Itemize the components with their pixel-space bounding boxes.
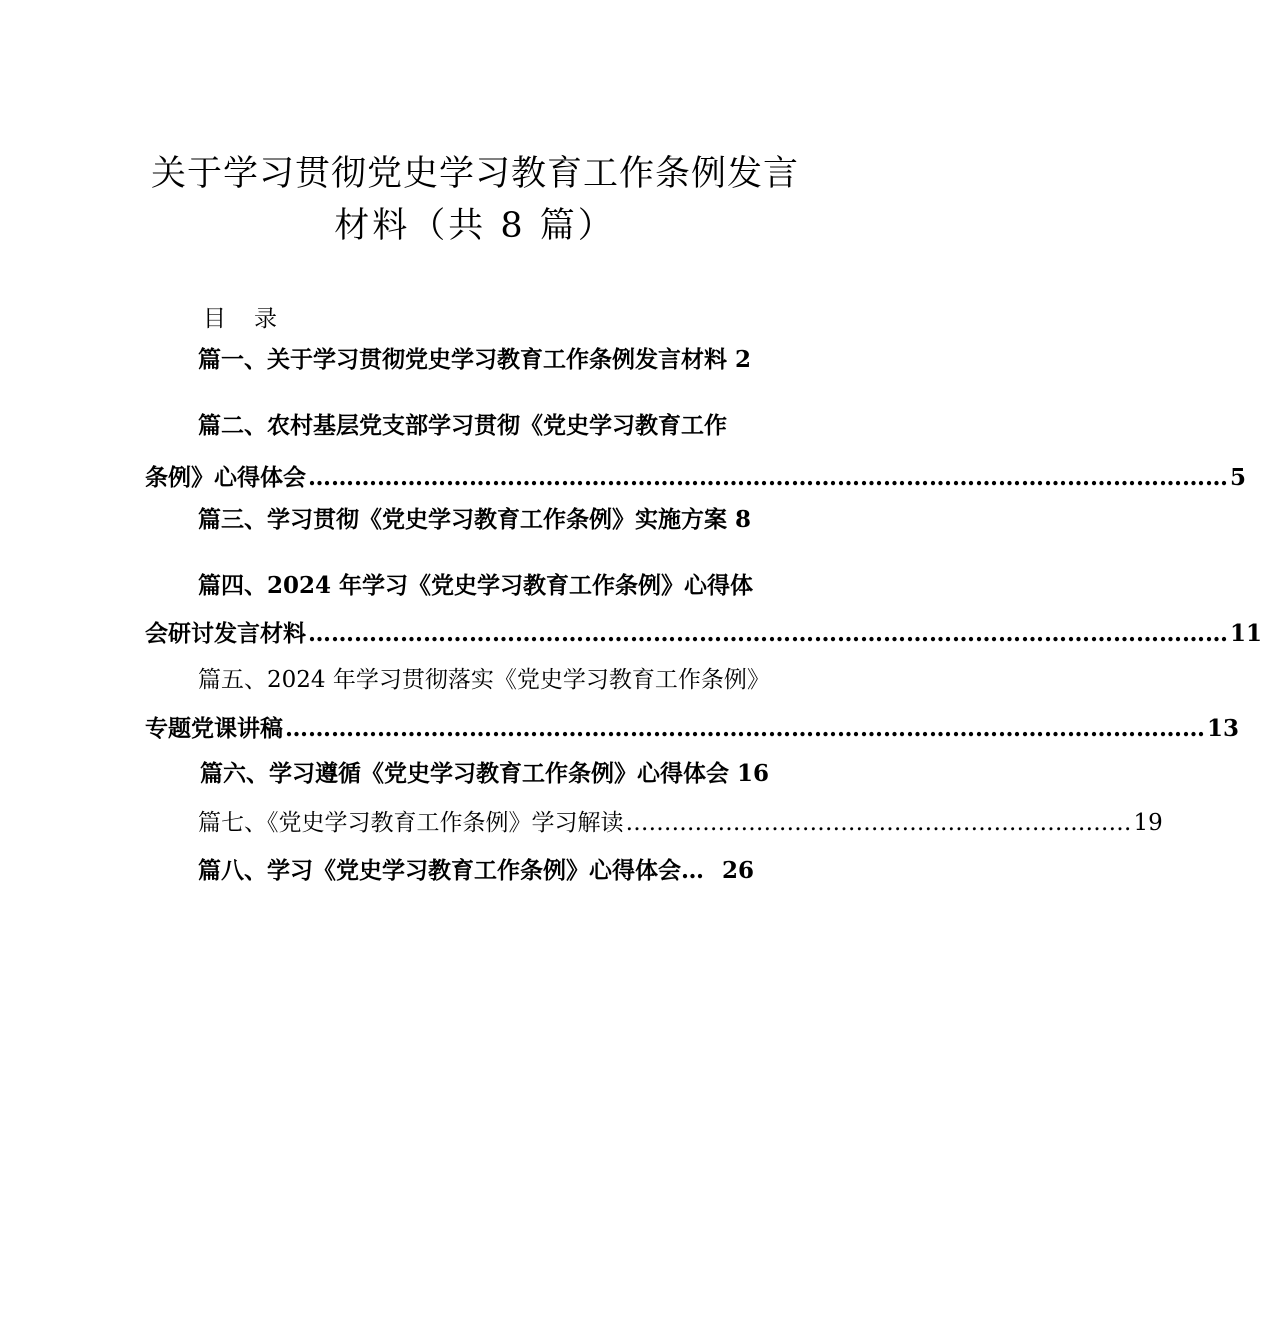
toc-entry-7-page: 19 (1133, 810, 1163, 836)
toc-entry-2-page: 5 (1230, 464, 1247, 491)
toc-entry-4-title-tail: 会研讨发言材料 (145, 620, 306, 647)
dot-leader: ………………………………………………………………………………………………………… (308, 620, 1228, 647)
toc-entry-7-title: 篇七、《党史学习教育工作条例》学习解读 (198, 810, 624, 836)
toc-entry-4-line-2[interactable] (145, 619, 1262, 649)
toc-entry-6[interactable]: 篇六、学习遵循《党史学习教育工作条例》心得体会 16 (200, 760, 770, 787)
toc-entry-5-page: 13 (1207, 715, 1240, 742)
document-title-line-1: 关于学习贯彻党史学习教育工作条例发言 (150, 154, 799, 194)
toc-entry-2-line-2[interactable] (145, 463, 1247, 493)
toc-entry-2-line-1[interactable]: 篇二、农村基层党支部学习贯彻《党史学习教育工作 (198, 412, 727, 439)
toc-entry-8-title: 篇八、学习《党史学习教育工作条例》心得体会… (198, 857, 704, 884)
toc-entry-8-page: 26 (722, 857, 755, 884)
dot-leader: ………………………………………………………………………………………………………… (285, 715, 1205, 742)
toc-entry-3[interactable]: 篇三、学习贯彻《党史学习教育工作条例》实施方案 8 (198, 506, 752, 533)
toc-entry-4-line-1[interactable]: 篇四、2024 年学习《党史学习教育工作条例》心得体 (198, 572, 754, 599)
toc-entry-5-title-tail: 专题党课讲稿 (145, 715, 283, 742)
toc-entry-4-page: 11 (1230, 620, 1262, 647)
toc-entry-7[interactable] (198, 808, 1163, 838)
toc-entry-2-title-tail: 条例》心得体会 (145, 464, 306, 491)
toc-entry-5-line-2[interactable] (145, 714, 1240, 744)
toc-heading: 目录 (203, 306, 305, 332)
toc-entry-8[interactable] (198, 856, 754, 886)
toc-entry-1[interactable]: 篇一、关于学习贯彻党史学习教育工作条例发言材料 2 (198, 346, 752, 373)
dot-leader: ………………………………………………………………………………………………………… (308, 464, 1228, 491)
document-title-line-2: 材料（共 8 篇） (334, 206, 616, 246)
dot-leader: ………………………………………………………… (625, 810, 1132, 836)
toc-entry-5-line-1[interactable]: 篇五、2024 年学习贯彻落实《党史学习教育工作条例》 (198, 667, 770, 693)
